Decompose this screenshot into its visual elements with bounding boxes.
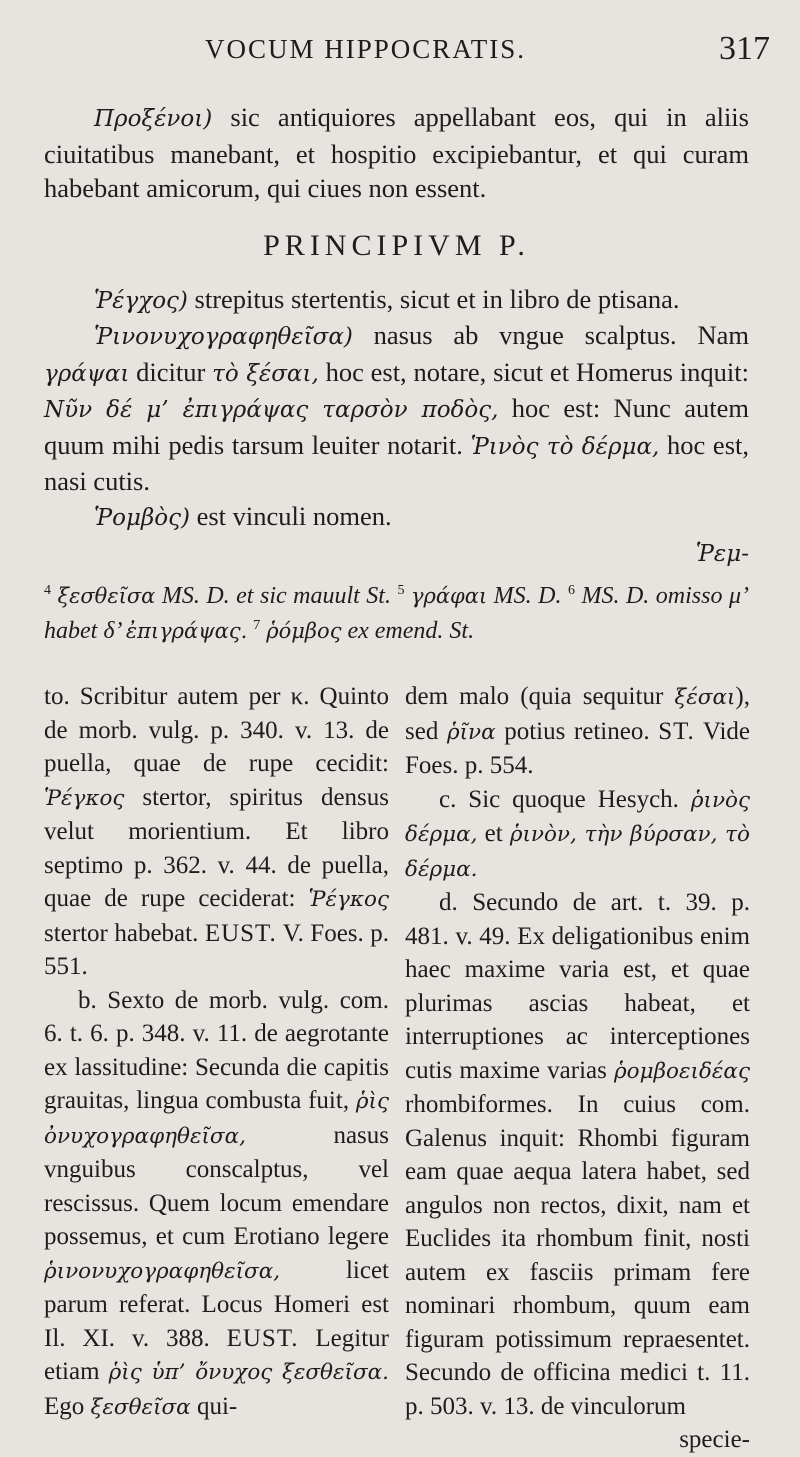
greek-word: ξέσαι (674, 685, 736, 710)
right-column (405, 680, 750, 1457)
column-text: potius retineo. (495, 717, 659, 745)
column-text: stertor habebat. (44, 919, 205, 947)
section-heading: PRINCIPIVM P. (263, 228, 530, 262)
footnote-mark: 7 (253, 617, 261, 633)
column-text: d. Secundo de art. t. 39. p. 481. v. 49. Ex deligationibus enim haec maxime varia est, et quae plurimas ascias habeat, et interruptiones ac interceptiones cutis maxime varias (405, 889, 750, 1084)
footnote-text: ex emend. St. (341, 617, 475, 644)
catchword: Ῥεμ- (695, 541, 749, 567)
paragraph-text: dicitur (129, 356, 213, 387)
footnote-mark: 6 (567, 582, 575, 598)
column-catchword: specie- (679, 1426, 750, 1453)
page-number: 317 (719, 30, 770, 67)
column-text: qui- (190, 1392, 238, 1420)
footnote-text: MS. D. omisso μ’ habet δ’ (44, 582, 750, 644)
opening-paragraph (44, 100, 749, 206)
greek-word: Ῥέγχος) (94, 287, 188, 314)
column-text: c. Sic quoque Hesych. (439, 785, 691, 813)
greek-word: Ῥέγκος (308, 887, 389, 912)
entry-rhenchos (44, 282, 749, 319)
entry-rhombos (44, 499, 749, 536)
column-text: V. Foes. p. 551. (44, 919, 390, 980)
entry-rhinonychographetheisa (44, 318, 749, 499)
column-text: nasus vnguibus conscalptus, vel rescissus. Quem locum emendare possemus, et cum Erotiano legere (44, 1121, 389, 1250)
greek-word: ξεσθεῖσα (90, 1394, 191, 1420)
column-text: et (477, 820, 510, 847)
note-a (44, 680, 389, 984)
column-text: b. Sexto de morb. vulg. com. 6. t. 6. p. 348. v. 11. de aegrotante ex lassitudine: Secunda die capitis grauitas, lingua combusta fuit, (44, 986, 389, 1114)
greek-word: ῥινὸς δέρμα, (405, 787, 750, 847)
greek-word: ῥὶς ὀνυχογραφηθεῖσα, (44, 1089, 389, 1149)
note-b (44, 984, 389, 1425)
greek-word: Ῥινονυχογραφηθεῖσα) (94, 324, 353, 350)
greek-quote: Νῦν δέ μ’ ἐπιγράψας ταρσὸν ποδὸς, (44, 397, 499, 423)
paragraph-text: hoc est: Nunc autem quum mihi pedis tarsum leuiter notarit. (44, 393, 749, 460)
greek-word: ῥομβοειδέας (614, 1058, 750, 1084)
paragraph-text: hoc est, nasi cutis. (44, 429, 749, 496)
paragraph-text: est vinculi nomen. (189, 500, 392, 531)
paragraph-text: nasus ab vngue scalptus. Nam (352, 320, 749, 350)
note-b-continued (405, 680, 750, 783)
column-text: dem malo (quia sequitur (405, 683, 675, 710)
footnote-mark: 4 (44, 582, 51, 598)
footnotes (44, 576, 749, 646)
greek-word: ῥινὸν, τὴν βύρσαν, τὸ δέρμα. (405, 822, 750, 882)
greek-word: ξεσθεῖσα (57, 583, 156, 608)
author-abbrev: EUST. (226, 1324, 299, 1352)
greek-word: ῥινονυχογραφηθεῖσα, (44, 1258, 281, 1284)
paragraph-text: hoc est, notare, sicut et Homerus inquit: (318, 356, 749, 387)
greek-word: Ῥέγκος (44, 785, 125, 811)
column-text: Vide Foes. p. 554. (405, 717, 751, 779)
author-abbrev: ST. (658, 717, 695, 745)
paragraph-text: strepitus stertentis, sicut et in libro de ptisana. (187, 283, 680, 314)
greek-word: ῥῖνα (446, 719, 496, 745)
greek-word: τὸ ξέσαι, (212, 360, 319, 387)
column-text: stertor, spiritus densus velut morientium. Et libro septimo p. 362. v. 44. de puella, quae de rupe ceciderat: (44, 783, 389, 912)
main-text (44, 100, 749, 646)
column-text: rhombiformes. In cuius com. Galenus inquit: Rhombi figuram eam quae aequa latera habet, sed angulos non rectos, dixit, nam et Euclides ita rhombum finit, nosti autem ex fasciis primam fere nominari rhombum, quum eam figuram potissimum repraesentet. Secundo de officina medici t. 11. p. 503. v. 13. de vinculorum (405, 1091, 750, 1420)
author-abbrev: EUST. (204, 919, 277, 947)
greek-word: Ῥινὸς τὸ δέρμα, (470, 433, 660, 460)
footnote-text: MS. D. (487, 582, 568, 609)
column-text: Ego (44, 1392, 91, 1420)
column-text: ), sed (405, 683, 750, 745)
greek-word: Ῥομβὸς) (94, 504, 190, 531)
greek-word: ἐπιγράψας. (125, 618, 248, 643)
column-text: to. Scribitur autem per κ. Quinto de morb. vulg. p. 340. v. 13. de puella, quae de rupe cecidit: (44, 683, 389, 777)
footnote-text: MS. D. et sic mauult St. (155, 582, 398, 609)
column-text: licet parum referat. Locus Homeri est Il. XI. v. 388. (44, 1256, 389, 1352)
greek-word: Προξένοι) (94, 106, 213, 132)
note-d (405, 886, 750, 1423)
paragraph-text: sic antiquiores appellabant eos, qui in aliis ciuitatibus manebant, et hospitio excipiebantur, et qui curam habebant amicorum, qui ciues non essent. (44, 102, 749, 203)
column-text: Legitur etiam (44, 1324, 389, 1385)
running-head: VOCUM HIPPOCRATIS. (205, 34, 527, 64)
left-column (44, 680, 389, 1424)
greek-word: γράφαι (410, 583, 488, 608)
greek-word: γράψαι (44, 360, 130, 387)
greek-word: ῥόμβος (266, 618, 342, 643)
note-c (405, 783, 750, 887)
greek-word: ῥὶς ὑπ’ ὄνυχος ξεσθεῖσα. (108, 1360, 389, 1385)
footnote-mark: 5 (397, 582, 405, 598)
